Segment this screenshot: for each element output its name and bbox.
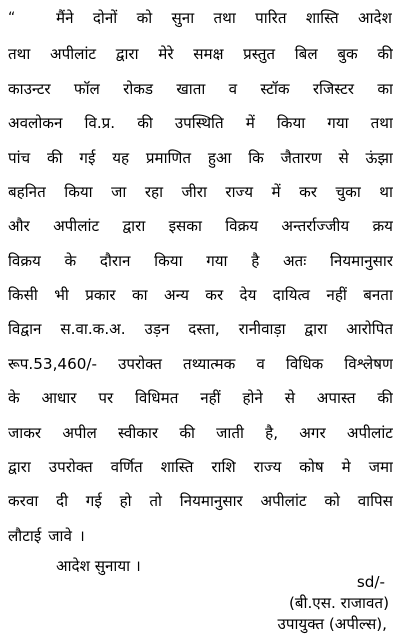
word: द्वारा — [8, 458, 31, 476]
paragraph-line — [8, 143, 393, 173]
word: नियमानुसार — [329, 252, 393, 270]
word: सुना — [171, 9, 195, 27]
word: राज्य — [225, 183, 254, 201]
word: काउन्टर — [8, 80, 51, 98]
word: तथा — [370, 114, 393, 132]
word: पर — [98, 389, 114, 407]
word: बहनित — [8, 183, 46, 201]
word: जीरा — [181, 183, 207, 201]
word: उपरोक्त — [48, 458, 93, 476]
word: वापिस — [357, 492, 393, 510]
word: स.वा.क.अ. — [60, 320, 126, 338]
word: उपरोक्त — [118, 355, 162, 373]
word: द्वारा — [122, 217, 146, 235]
signatory-designation: उपायुक्त (अपील्स), — [277, 615, 387, 633]
word: किया — [64, 183, 93, 201]
word: शास्ति — [160, 458, 194, 476]
word: व — [256, 355, 265, 373]
paragraph-line — [8, 349, 393, 379]
word: जा — [111, 183, 127, 201]
word: अपीलांट — [260, 492, 307, 510]
word: गई — [79, 149, 96, 167]
word: कि — [248, 149, 264, 167]
word: दौरान — [99, 252, 131, 270]
word: बनता — [363, 286, 393, 304]
word: द्वारा — [115, 45, 139, 63]
word: पारित — [255, 9, 287, 27]
word: मे — [341, 458, 351, 476]
word: देय — [239, 286, 257, 304]
paragraph-line — [8, 314, 393, 344]
word: को — [324, 492, 340, 510]
word: विक्रय — [225, 217, 259, 235]
word: भी — [54, 286, 69, 304]
paragraph-line — [8, 486, 393, 516]
word: । — [78, 527, 85, 545]
word: आदेश — [357, 9, 392, 27]
word: व — [228, 80, 238, 98]
word: दस्ता, — [188, 320, 220, 338]
word: कर — [205, 286, 224, 304]
word: नहीं — [200, 389, 221, 407]
word: अन्य — [164, 286, 189, 304]
word: को — [136, 9, 153, 27]
word: वर्णित — [110, 458, 143, 476]
word: की — [47, 149, 63, 167]
word: चुका — [335, 183, 361, 201]
word: से — [338, 149, 349, 167]
word: प्रकार — [85, 286, 116, 304]
word: विद्वान — [8, 320, 42, 338]
word: खाता — [176, 80, 206, 98]
word: के — [64, 252, 77, 270]
word: अपास्त — [316, 389, 356, 407]
word: जाकर — [8, 424, 42, 442]
paragraph-line — [56, 3, 392, 33]
paragraph-line — [8, 418, 393, 448]
word: रूप.53,460/- — [8, 355, 97, 373]
paragraph-line — [8, 280, 393, 310]
word: लौटाई — [8, 527, 42, 545]
word: तथा — [8, 45, 31, 63]
word: गया — [327, 114, 349, 132]
paragraph-line — [8, 39, 393, 69]
word: ऊंझा — [365, 149, 393, 167]
word: जावे — [48, 527, 72, 545]
word: अन्तर्राज्जीय — [281, 217, 350, 235]
word: शास्ति — [305, 9, 339, 27]
word: बिल — [294, 45, 318, 63]
word: दी — [56, 492, 69, 510]
word: प्रस्तुत — [243, 45, 276, 63]
word: होने — [242, 389, 263, 407]
word: मैंने — [56, 9, 74, 27]
word: के — [8, 389, 20, 407]
word: की — [377, 45, 393, 63]
word: वि.प्र. — [84, 114, 116, 132]
word: गई — [85, 492, 102, 510]
paragraph-line — [8, 452, 393, 482]
word: क्रय — [372, 217, 393, 235]
word: द्वारा — [304, 320, 328, 338]
word: विधिमत — [134, 389, 179, 407]
word: स्वीकार — [118, 424, 159, 442]
word: मेरे — [158, 45, 174, 63]
word: स्टॉक — [260, 80, 290, 98]
word: तथा — [213, 9, 236, 27]
word: आरोपित — [346, 320, 393, 338]
word: बुक — [337, 45, 358, 63]
word: कोष — [299, 458, 324, 476]
word: की — [377, 389, 393, 407]
word: नहीं — [326, 286, 347, 304]
word: और — [8, 217, 30, 235]
paragraph-line — [8, 246, 393, 276]
word: विश्लेषण — [344, 355, 393, 373]
word: तो — [149, 492, 162, 510]
word: समक्ष — [193, 45, 224, 63]
word: फॉल — [73, 80, 100, 98]
word: हुआ — [207, 149, 232, 167]
word: किया — [154, 252, 183, 270]
paragraph-line — [8, 74, 393, 104]
word: पांच — [8, 149, 31, 167]
word: प्रमाणित — [145, 149, 192, 167]
signatory-name: (बी.एस. राजावत) — [288, 594, 389, 612]
word: है, — [265, 424, 279, 442]
word: अपीलांट — [53, 217, 100, 235]
word: राशि — [211, 458, 236, 476]
word: दायित्व — [272, 286, 311, 304]
word: विधिक — [285, 355, 324, 373]
word: रजिस्टर — [312, 80, 355, 98]
opening-quote: “ — [8, 10, 16, 26]
word: उड़न — [144, 320, 170, 338]
paragraph-line — [8, 211, 393, 241]
paragraph-line — [8, 521, 393, 551]
word: में — [245, 114, 255, 132]
word: अपीलांट — [49, 45, 97, 63]
word: अपील — [62, 424, 97, 442]
word: इसका — [168, 217, 202, 235]
word: जाती — [216, 424, 244, 442]
word: तथ्यात्मक — [183, 355, 236, 373]
word: अपीलांट — [346, 424, 393, 442]
word: अवलोकन — [8, 114, 63, 132]
paragraph-line — [8, 177, 393, 207]
word: दोनों — [92, 9, 118, 27]
word: रानीवाड़ा — [238, 320, 286, 338]
word: है — [251, 252, 260, 270]
word: जैतारण — [280, 149, 322, 167]
word: की — [137, 114, 153, 132]
word: का — [377, 80, 393, 98]
word: रोकड — [123, 80, 154, 98]
word: रहा — [144, 183, 164, 201]
word: जमा — [368, 458, 393, 476]
word: उपस्थिति — [174, 114, 224, 132]
word: कर — [299, 183, 318, 201]
word: किया — [276, 114, 306, 132]
word: में — [271, 183, 281, 201]
word: किसी — [8, 286, 38, 304]
word: आधार — [41, 389, 77, 407]
word: से — [284, 389, 295, 407]
paragraph-line — [8, 383, 393, 413]
order-announced-text: आदेश सुनाया । — [56, 557, 141, 575]
word: अतः — [282, 252, 307, 270]
word: राज्य — [253, 458, 282, 476]
word: करवा — [8, 492, 39, 510]
paragraph-line — [8, 108, 393, 138]
word: हो — [119, 492, 132, 510]
word: नियमानुसार — [179, 492, 243, 510]
word: गया — [206, 252, 228, 270]
word: का — [132, 286, 148, 304]
word: था — [379, 183, 393, 201]
signature-mark: sd/- — [356, 573, 385, 591]
word: यह — [112, 149, 130, 167]
word: की — [179, 424, 195, 442]
order-announced — [56, 551, 141, 581]
word: अगर — [299, 424, 326, 442]
word: विक्रय — [8, 252, 41, 270]
